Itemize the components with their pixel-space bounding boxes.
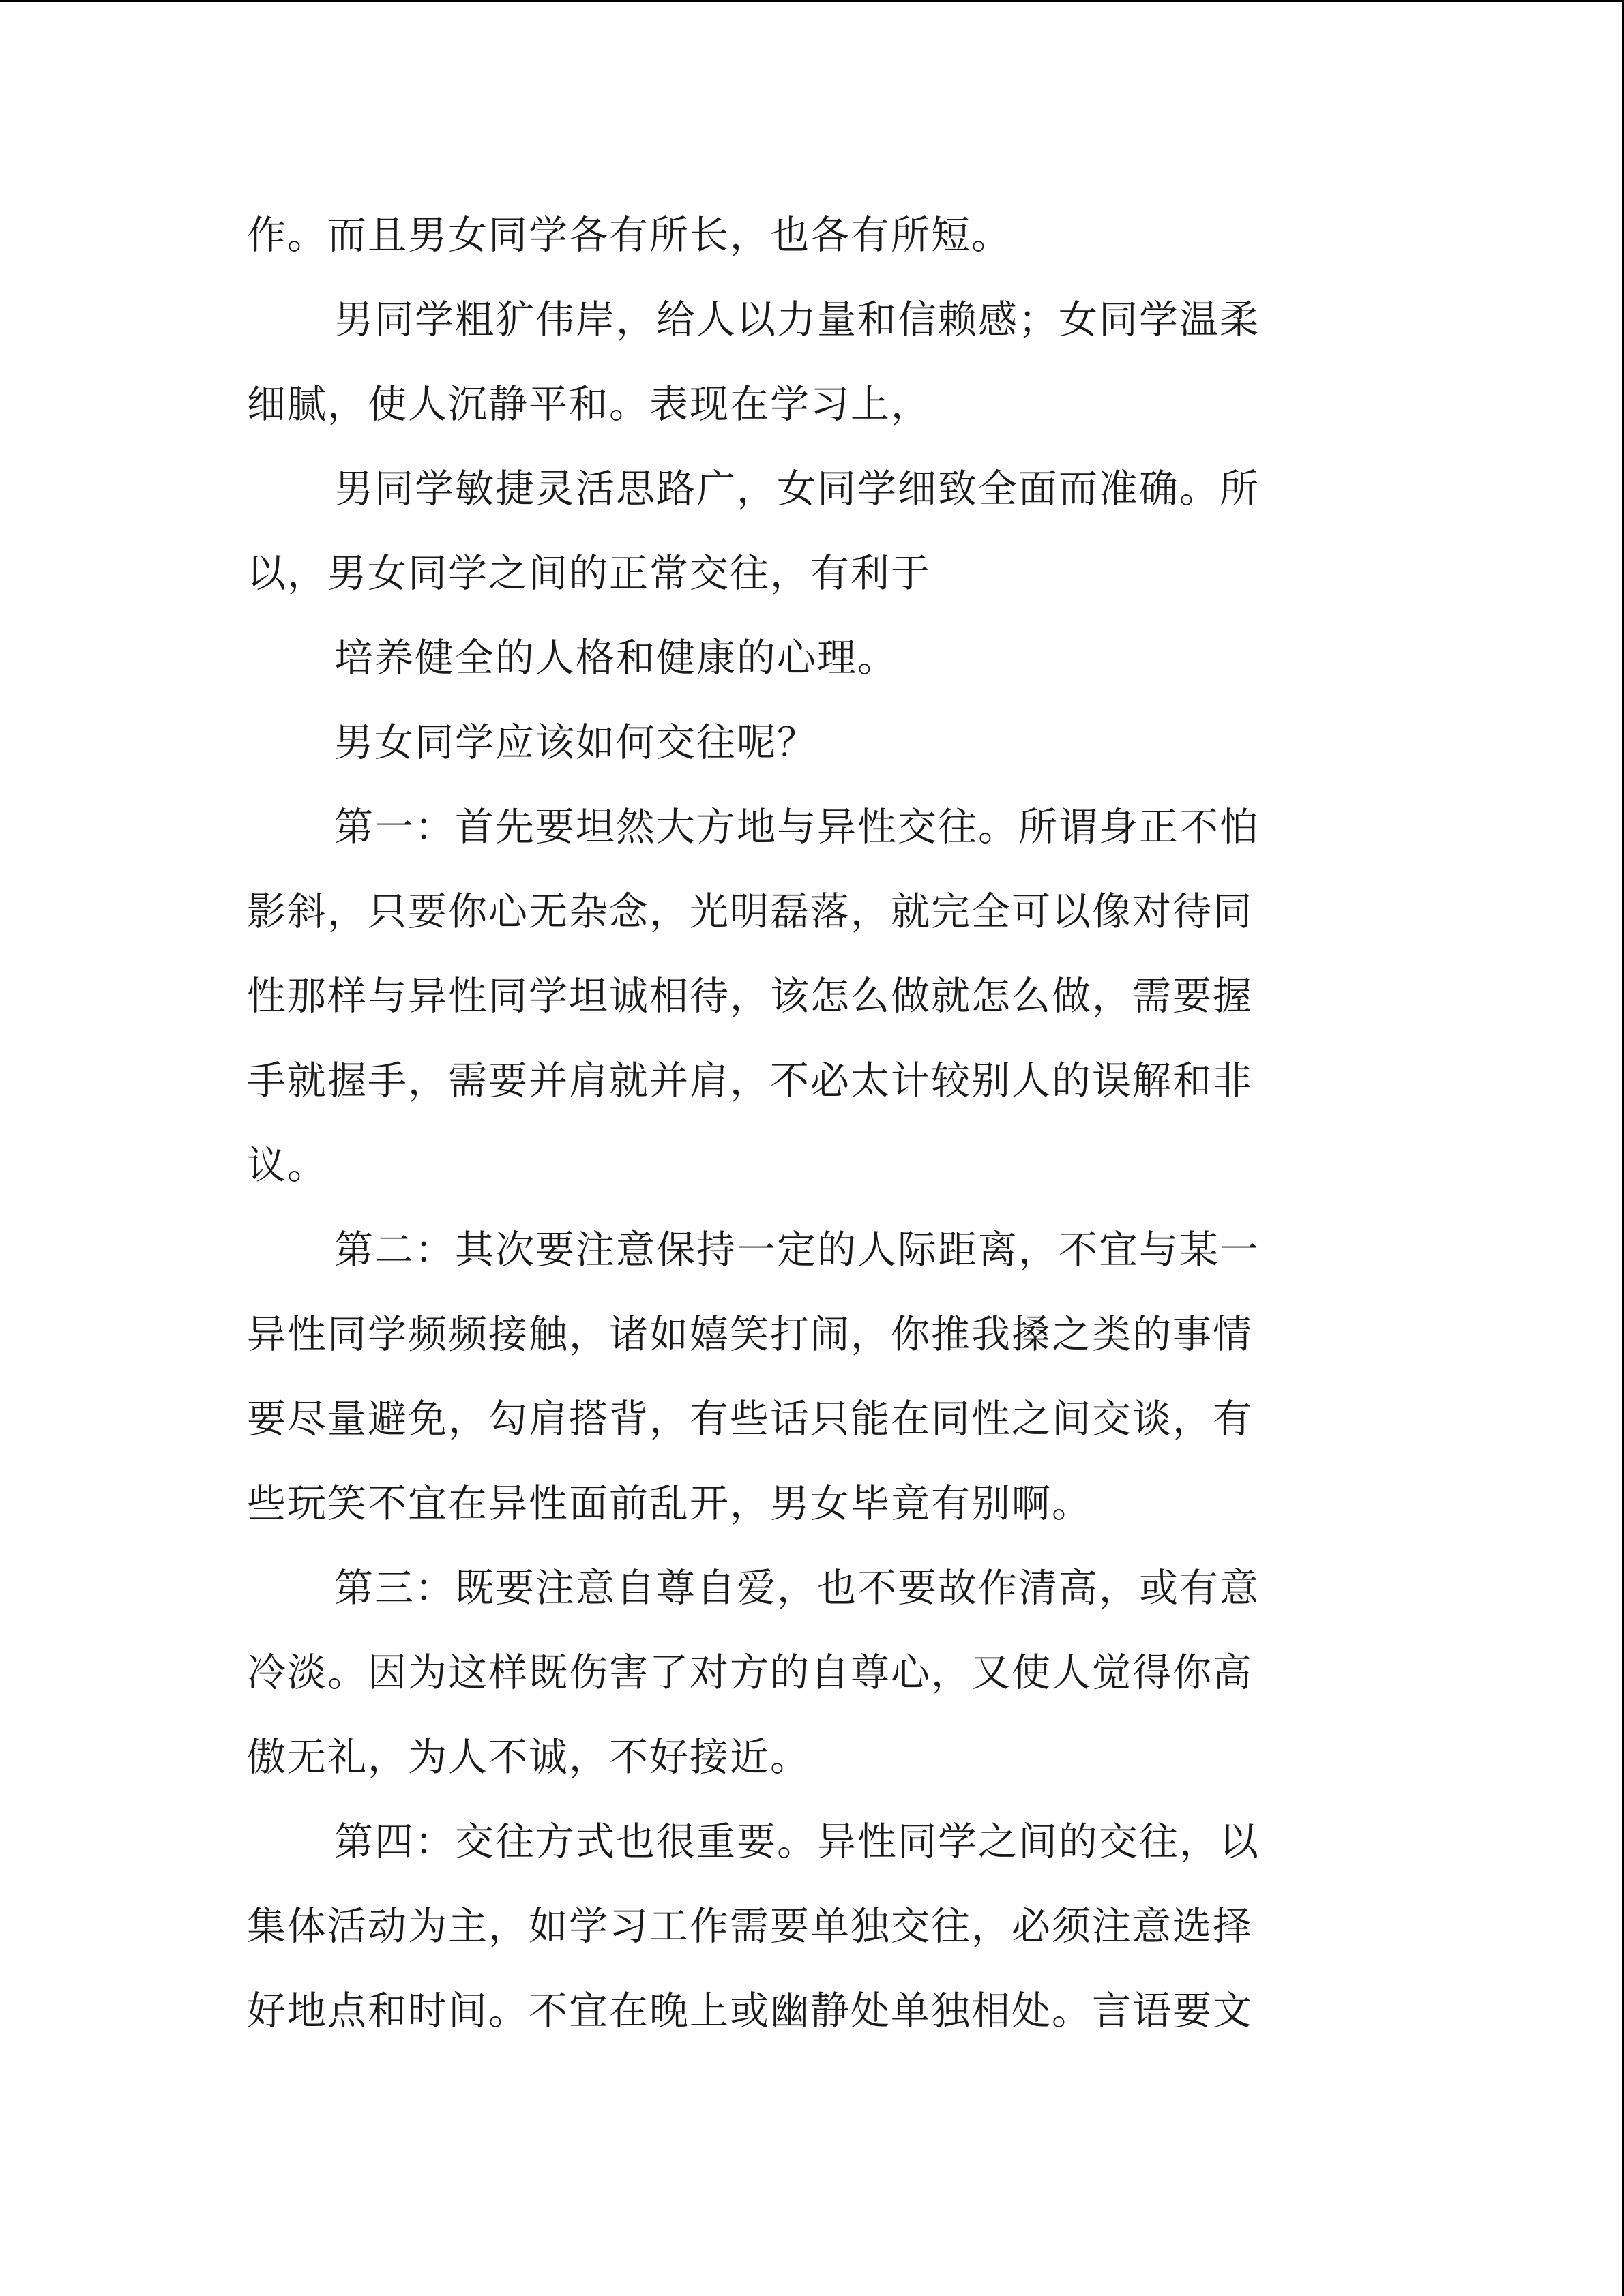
paragraph [247,785,1338,1208]
text-line: 影斜，只要你心无杂念，光明磊落，就完全可以像对待同 [247,889,1253,934]
paragraph [247,1208,1338,1546]
text-line: 第一：首先要坦然大方地与异性交往。所谓身正不怕 [334,805,1260,850]
paragraph [247,700,1338,785]
text-line: 作。而且男女同学各有所长，也各有所短。 [247,213,1012,258]
paragraph [247,193,1338,278]
text-line: 细腻，使人沉静平和。表现在学习上， [247,382,931,427]
text-line: 手就握手，需要并肩就并肩，不必太计较别人的误解和非 [247,1058,1253,1103]
paragraph [247,1546,1338,1800]
text-line: 冷淡。因为这样既伤害了对方的自尊心，又使人觉得你高 [247,1650,1253,1695]
text-line: 以，男女同学之间的正常交往，有利于 [247,551,931,596]
paragraph [247,278,1338,447]
text-line: 傲无礼，为人不诚，不好接近。 [247,1735,810,1780]
paragraph [247,616,1338,700]
document-body [247,193,1338,2053]
text-line: 要尽量避免，勾肩搭背，有些话只能在同性之间交谈，有 [247,1397,1253,1442]
text-line: 男同学粗犷伟岸，给人以力量和信赖感；女同学温柔 [334,297,1260,342]
text-line: 培养健全的人格和健康的心理。 [334,636,898,681]
text-line: 第四：交往方式也很重要。异性同学之间的交往，以 [334,1819,1260,1864]
text-line: 男同学敏捷灵活思路广，女同学细致全面而准确。所 [334,466,1260,511]
paragraph [247,1800,1338,2053]
text-line: 性那样与异性同学坦诚相待，该怎么做就怎么做，需要握 [247,974,1253,1019]
text-line: 第二：其次要注意保持一定的人际距离，不宜与某一 [334,1227,1260,1272]
text-line: 男女同学应该如何交往呢？ [334,720,817,765]
text-line: 些玩笑不宜在异性面前乱开，男女毕竟有别啊。 [247,1481,1092,1526]
text-line: 好地点和时间。不宜在晚上或幽静处单独相处。言语要文 [247,1988,1253,2033]
text-line: 异性同学频频接触，诸如嬉笑打闹，你推我搡之类的事情 [247,1312,1253,1357]
text-line: 议。 [247,1143,327,1188]
paragraph [247,447,1338,616]
text-line: 第三：既要注意自尊自爱，也不要故作清高，或有意 [334,1566,1260,1611]
text-line: 集体活动为主，如学习工作需要单独交往，必须注意选择 [247,1904,1253,1949]
